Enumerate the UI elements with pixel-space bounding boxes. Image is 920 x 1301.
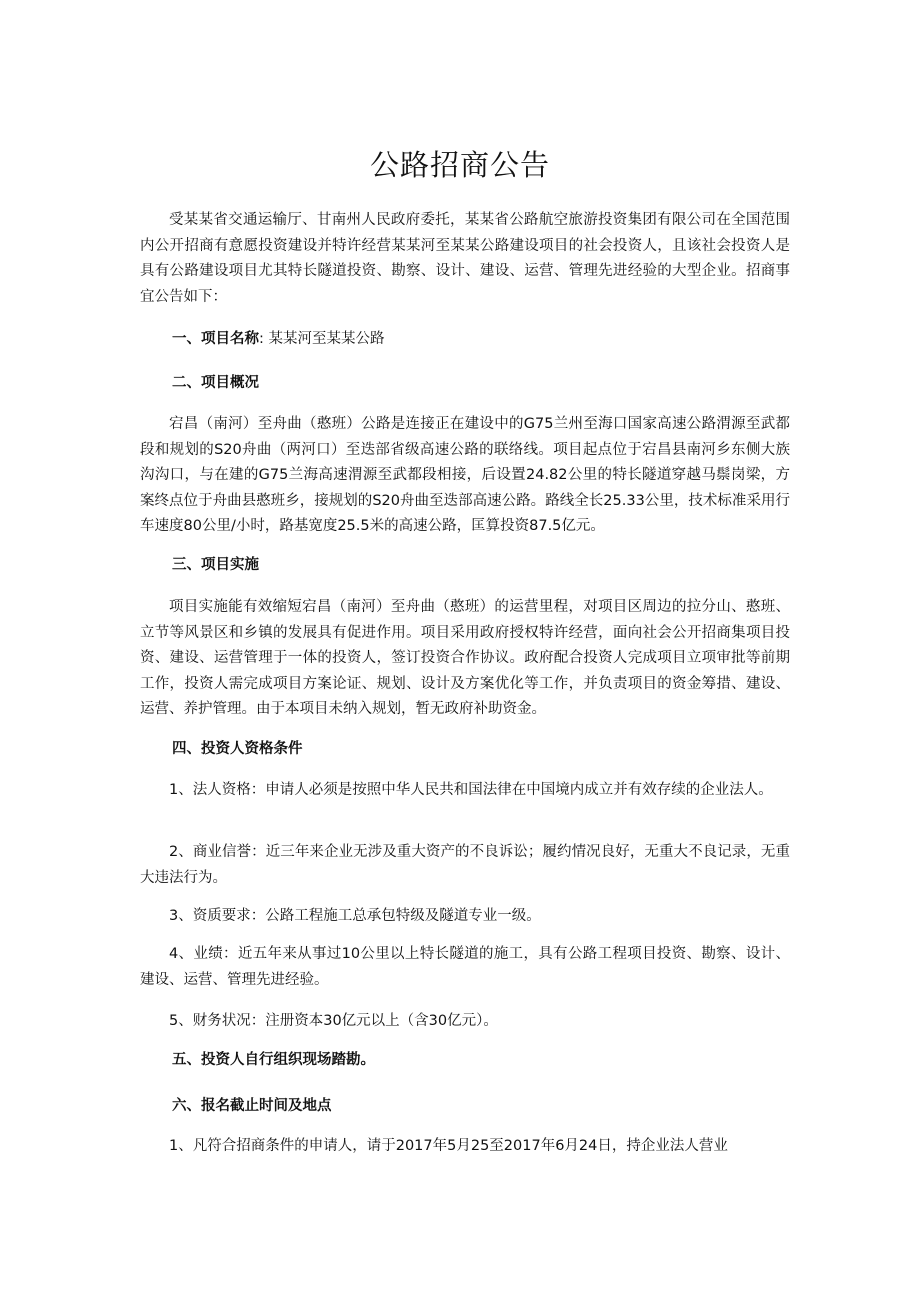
section-2-heading: 二、项目概况 bbox=[172, 375, 259, 391]
section-4-heading: 四、投资人资格条件 bbox=[172, 741, 303, 757]
qualification-item: 3、资质要求：公路工程施工总承包特级及隧道专业一级。 bbox=[169, 908, 541, 924]
qualification-item: 1、法人资格：申请人必须是按照中华人民共和国法律在中国境内成立并有效存续的企业法人。 bbox=[169, 782, 773, 798]
document-title: 公路招商公告 bbox=[369, 148, 550, 183]
qualification-item: 5、财务状况：注册资本30亿元以上（含30亿元）。 bbox=[169, 1013, 498, 1029]
registration-item: 1、凡符合招商条件的申请人，请于2017年5月25至2017年6月24日，持企业法人营业 bbox=[169, 1138, 728, 1154]
section-1-heading bbox=[172, 327, 385, 352]
qualification-item: 2、商业信誉：近三年来企业无涉及重大资产的不良诉讼；履约情况良好，无重大不良记录，无重大违法行为。 bbox=[140, 844, 790, 886]
intro-paragraph: 受某某省交通运输厅、甘南州人民政府委托，某某省公路航空旅游投资集团有限公司在全国范围内公开招商有意愿投资建设并特许经营某某河至某某公路建设项目的社会投资人，且该社会投资人是具有公路建设项目尤其特长隧道投资、勘察、设计、建设、运营、管理先进经验的大型企业。招商事宜公告如下： bbox=[140, 212, 790, 305]
section-1-label: 一、项目名称 bbox=[172, 331, 259, 347]
section-1-value: : 某某河至某某公路 bbox=[259, 331, 385, 347]
qualification-item: 4、业绩：近五年来从事过10公里以上特长隧道的施工，具有公路工程项目投资、勘察、设计、建设、运营、管理先进经验。 bbox=[140, 946, 790, 988]
section-2-body: 宕昌（南河）至舟曲（憨班）公路是连接正在建设中的G75兰州至海口国家高速公路渭源至武都段和规划的S20舟曲（两河口）至迭部省级高速公路的联络线。项目起点位于宕昌县南河乡东侧大族沟沟口，与在建的G75兰海高速渭源至武都段相接，后设置24.82公里的特长隧道穿越马鬃岗梁，方案终点位于舟曲县憨班乡，接规划的S20舟曲至迭部高速公路。路线全长25.33公里，技术标准采用行车速度80公里/小时，路基宽度25.5米的高速公路，匡算投资87.5亿元。 bbox=[140, 416, 790, 534]
section-3-heading: 三、项目实施 bbox=[172, 557, 259, 573]
section-3-body: 项目实施能有效缩短宕昌（南河）至舟曲（憨班）的运营里程，对项目区周边的拉分山、憨班、立节等风景区和乡镇的发展具有促进作用。项目采用政府授权特许经营，面向社会公开招商集项目投资、建设、运营管理于一体的投资人，签订投资合作协议。政府配合投资人完成项目立项审批等前期工作，投资人需完成项目方案论证、规划、设计及方案优化等工作，并负责项目的资金筹措、建设、运营、养护管理。由于本项目未纳入规划，暂无政府补助资金。 bbox=[140, 599, 790, 717]
section-6-heading: 六、报名截止时间及地点 bbox=[172, 1098, 332, 1114]
section-5-heading: 五、投资人自行组织现场踏勘。 bbox=[172, 1052, 375, 1068]
